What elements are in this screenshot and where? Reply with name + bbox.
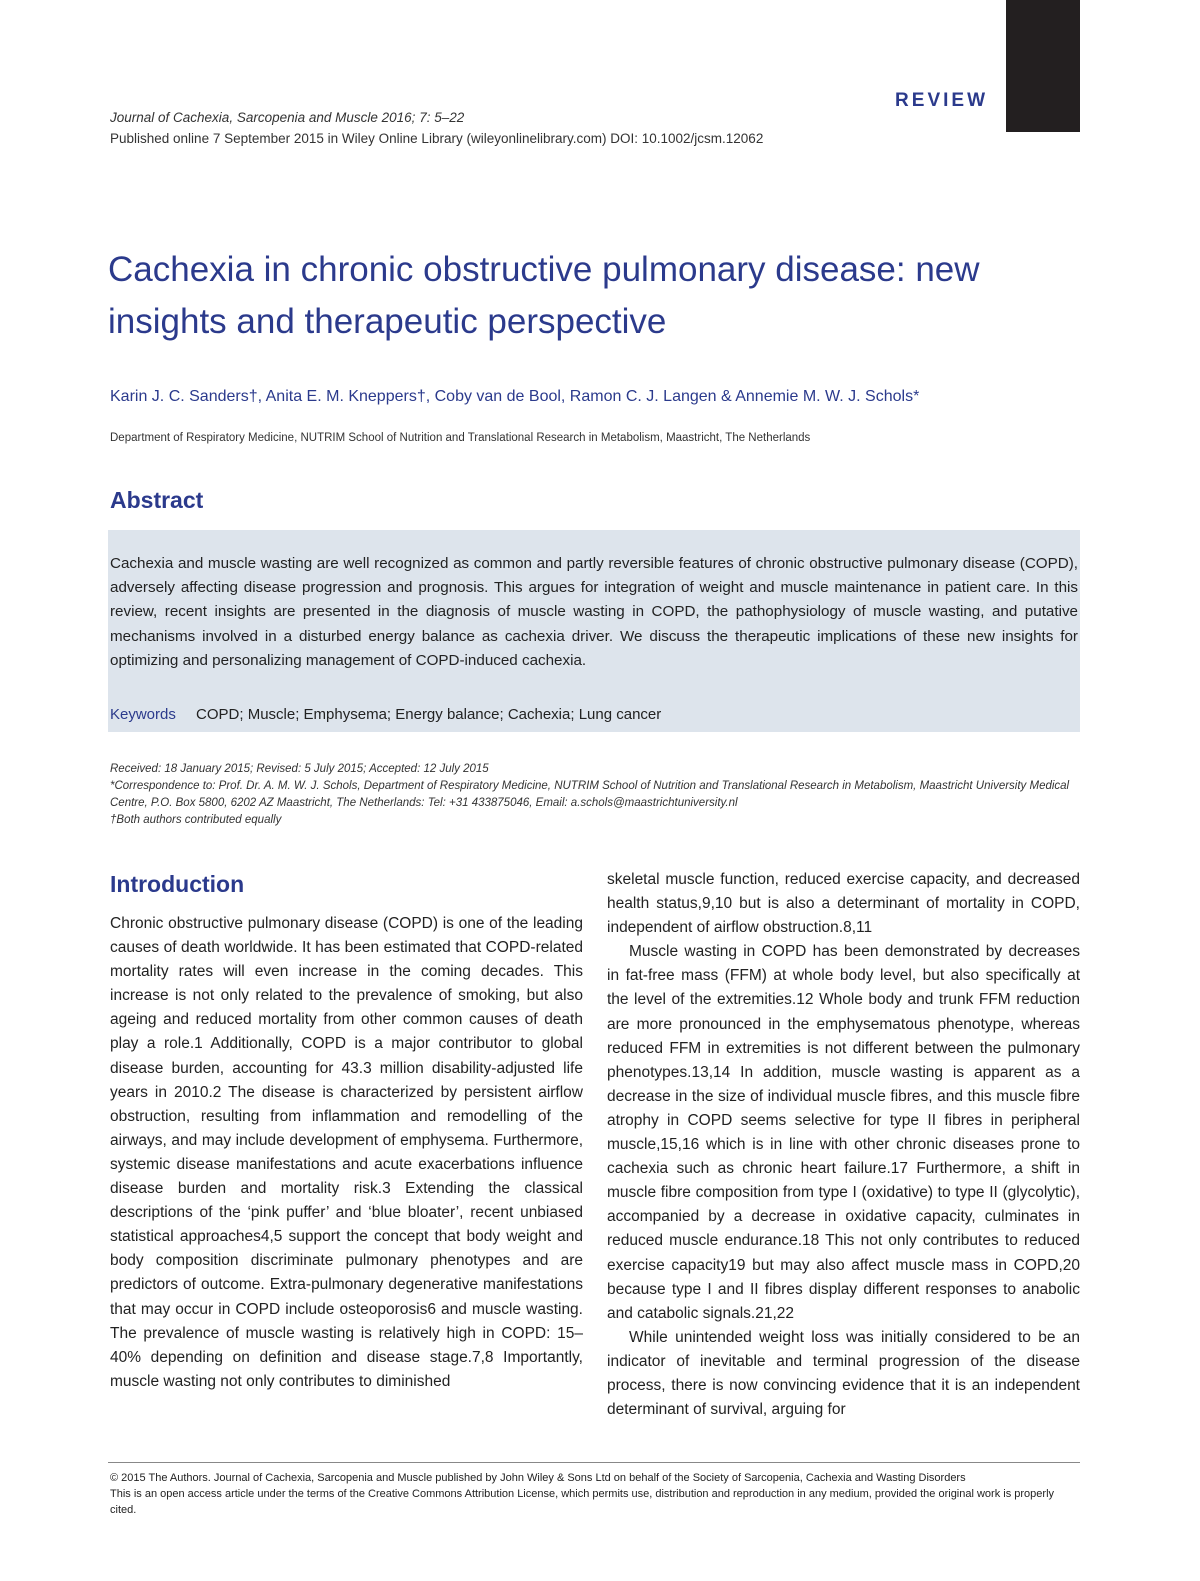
journal-citation: Journal of Cachexia, Sarcopenia and Muscle 2016; 7: 5–22 <box>110 110 465 125</box>
affiliation: Department of Respiratory Medicine, NUTRIM School of Nutrition and Translational Research in Metabolism, Maastricht, The Netherlands <box>110 432 811 444</box>
section-label: REVIEW <box>895 90 988 111</box>
right-column <box>607 868 1080 1422</box>
keywords-list: COPD; Muscle; Emphysema; Energy balance; Cachexia; Lung cancer <box>196 706 662 723</box>
footer <box>110 1470 1080 1518</box>
equal-contribution-note: †Both authors contributed equally <box>110 814 282 826</box>
abstract-heading: Abstract <box>110 487 204 513</box>
received-dates: Received: 18 January 2015; Revised: 5 July 2015; Accepted: 12 July 2015 <box>110 763 489 775</box>
license-notice: This is an open access article under the terms of the Creative Commons Attribution License, which permits use, distribution and reproduction in any medium, provided the original work is properly cited. <box>110 1488 1055 1516</box>
intro-paragraph-3: Muscle wasting in COPD has been demonstrated by decreases in fat-free mass (FFM) at whole body level, but also specifically at the level of the extremities.12 Whole body and trunk FFM reduction are more pronounced in the emphysematous phenotype, whereas reduced FFM in extremities is not different between the pulmonary phenotypes.13,14 In addition, muscle wasting is apparent as a decrease in the size of individual muscle fibres, and this muscle fibre atrophy in COPD seems selective for type II fibres in peripheral muscle,15,16 which is in line with other chronic diseases prone to cachexia such as chronic heart failure.17 Furthermore, a shift in muscle fibre composition from type I (oxidative) to type II (glycolytic), accompanied by a decrease in oxidative capacity, culminates in reduced muscle endurance.18 This not only contributes to reduced exercise capacity19 but may also affect muscle mass in COPD,20 because type I and II fibres display different responses to anabolic and catabolic signals.21,22 <box>607 943 1080 1322</box>
introduction-heading: Introduction <box>110 871 245 897</box>
author-list: Karin J. C. Sanders†, Anita E. M. Kneppers†, Coby van de Bool, Ramon C. J. Langen & Annemie M. W. J. Schols* <box>110 388 920 405</box>
correspondence-note: *Correspondence to: Prof. Dr. A. M. W. J. Schols, Department of Respiratory Medicine, NUTRIM School of Nutrition and Translational Research in Metabolism, Maastricht University Medical Centre, P.O. Box 5800, 6202 AZ Maastricht, The Netherlands: Tel: +31 433875046, Email: a.schols@maastrichtuniversity.nl <box>110 780 1070 809</box>
section-tab-marker <box>1006 0 1080 132</box>
keywords-line <box>110 706 661 723</box>
intro-paragraph-4: While unintended weight loss was initially considered to be an indicator of inevitable and terminal progression of the disease process, there is now convincing evidence that it is an independent determinant of survival, arguing for <box>607 1328 1080 1419</box>
publication-info: Published online 7 September 2015 in Wiley Online Library (wileyonlinelibrary.com) DOI: 10.1002/jcsm.12062 <box>110 131 764 146</box>
left-column <box>110 868 583 1394</box>
article-title: Cachexia in chronic obstructive pulmonary disease: new insights and therapeutic perspective <box>108 250 980 341</box>
abstract-text: Cachexia and muscle wasting are well recognized as common and partly reversible features of chronic obstructive pulmonary disease (COPD), adversely affecting disease progression and prognosis. This argues for integration of weight and muscle maintenance in patient care. In this review, recent insights are presented in the diagnosis of muscle wasting in COPD, the pathophysiology of muscle wasting, and putative mechanisms involved in a disturbed energy balance as cachexia driver. We discuss the therapeutic implications of these new insights for optimizing and personalizing management of COPD-induced cachexia. <box>110 555 1078 669</box>
intro-paragraph-2: skeletal muscle function, reduced exercise capacity, and decreased health status,9,10 but is also a determinant of mortality in COPD, independent of airflow obstruction.8,11 <box>607 871 1080 937</box>
footer-divider <box>108 1462 1080 1463</box>
copyright-notice: © 2015 The Authors. Journal of Cachexia, Sarcopenia and Muscle published by John Wiley & Sons Ltd on behalf of the Society of Sarcopenia, Cachexia and Wasting Disorders <box>110 1472 966 1484</box>
intro-paragraph-1: Chronic obstructive pulmonary disease (COPD) is one of the leading causes of death worldwide. It has been estimated that COPD-related mortality rates will even increase in the coming decades. This increase is not only related to the prevalence of smoking, but also ageing and reduced mortality from other common causes of death play a role.1 Additionally, COPD is a major contributor to global disease burden, accounting for 43.3 million disability-adjusted life years in 2010.2 The disease is characterized by persistent airflow obstruction, resulting from inflammation and remodelling of the airways, and may include development of emphysema. Furthermore, systemic disease manifestations and acute exacerbations influence disease burden and mortality risk.3 Extending the classical descriptions of the ‘pink puffer’ and ‘blue bloater’, recent unbiased statistical approaches4,5 support the concept that body weight and body composition discriminate pulmonary phenotypes and are predictors of outcome. Extra-pulmonary degenerative manifestations that may occur in COPD include osteoporosis6 and muscle wasting. The prevalence of muscle wasting is relatively high in COPD: 15–40% depending on definition and disease stage.7,8 Importantly, muscle wasting not only contributes to diminished <box>110 915 583 1390</box>
keywords-label: Keywords <box>110 706 176 723</box>
